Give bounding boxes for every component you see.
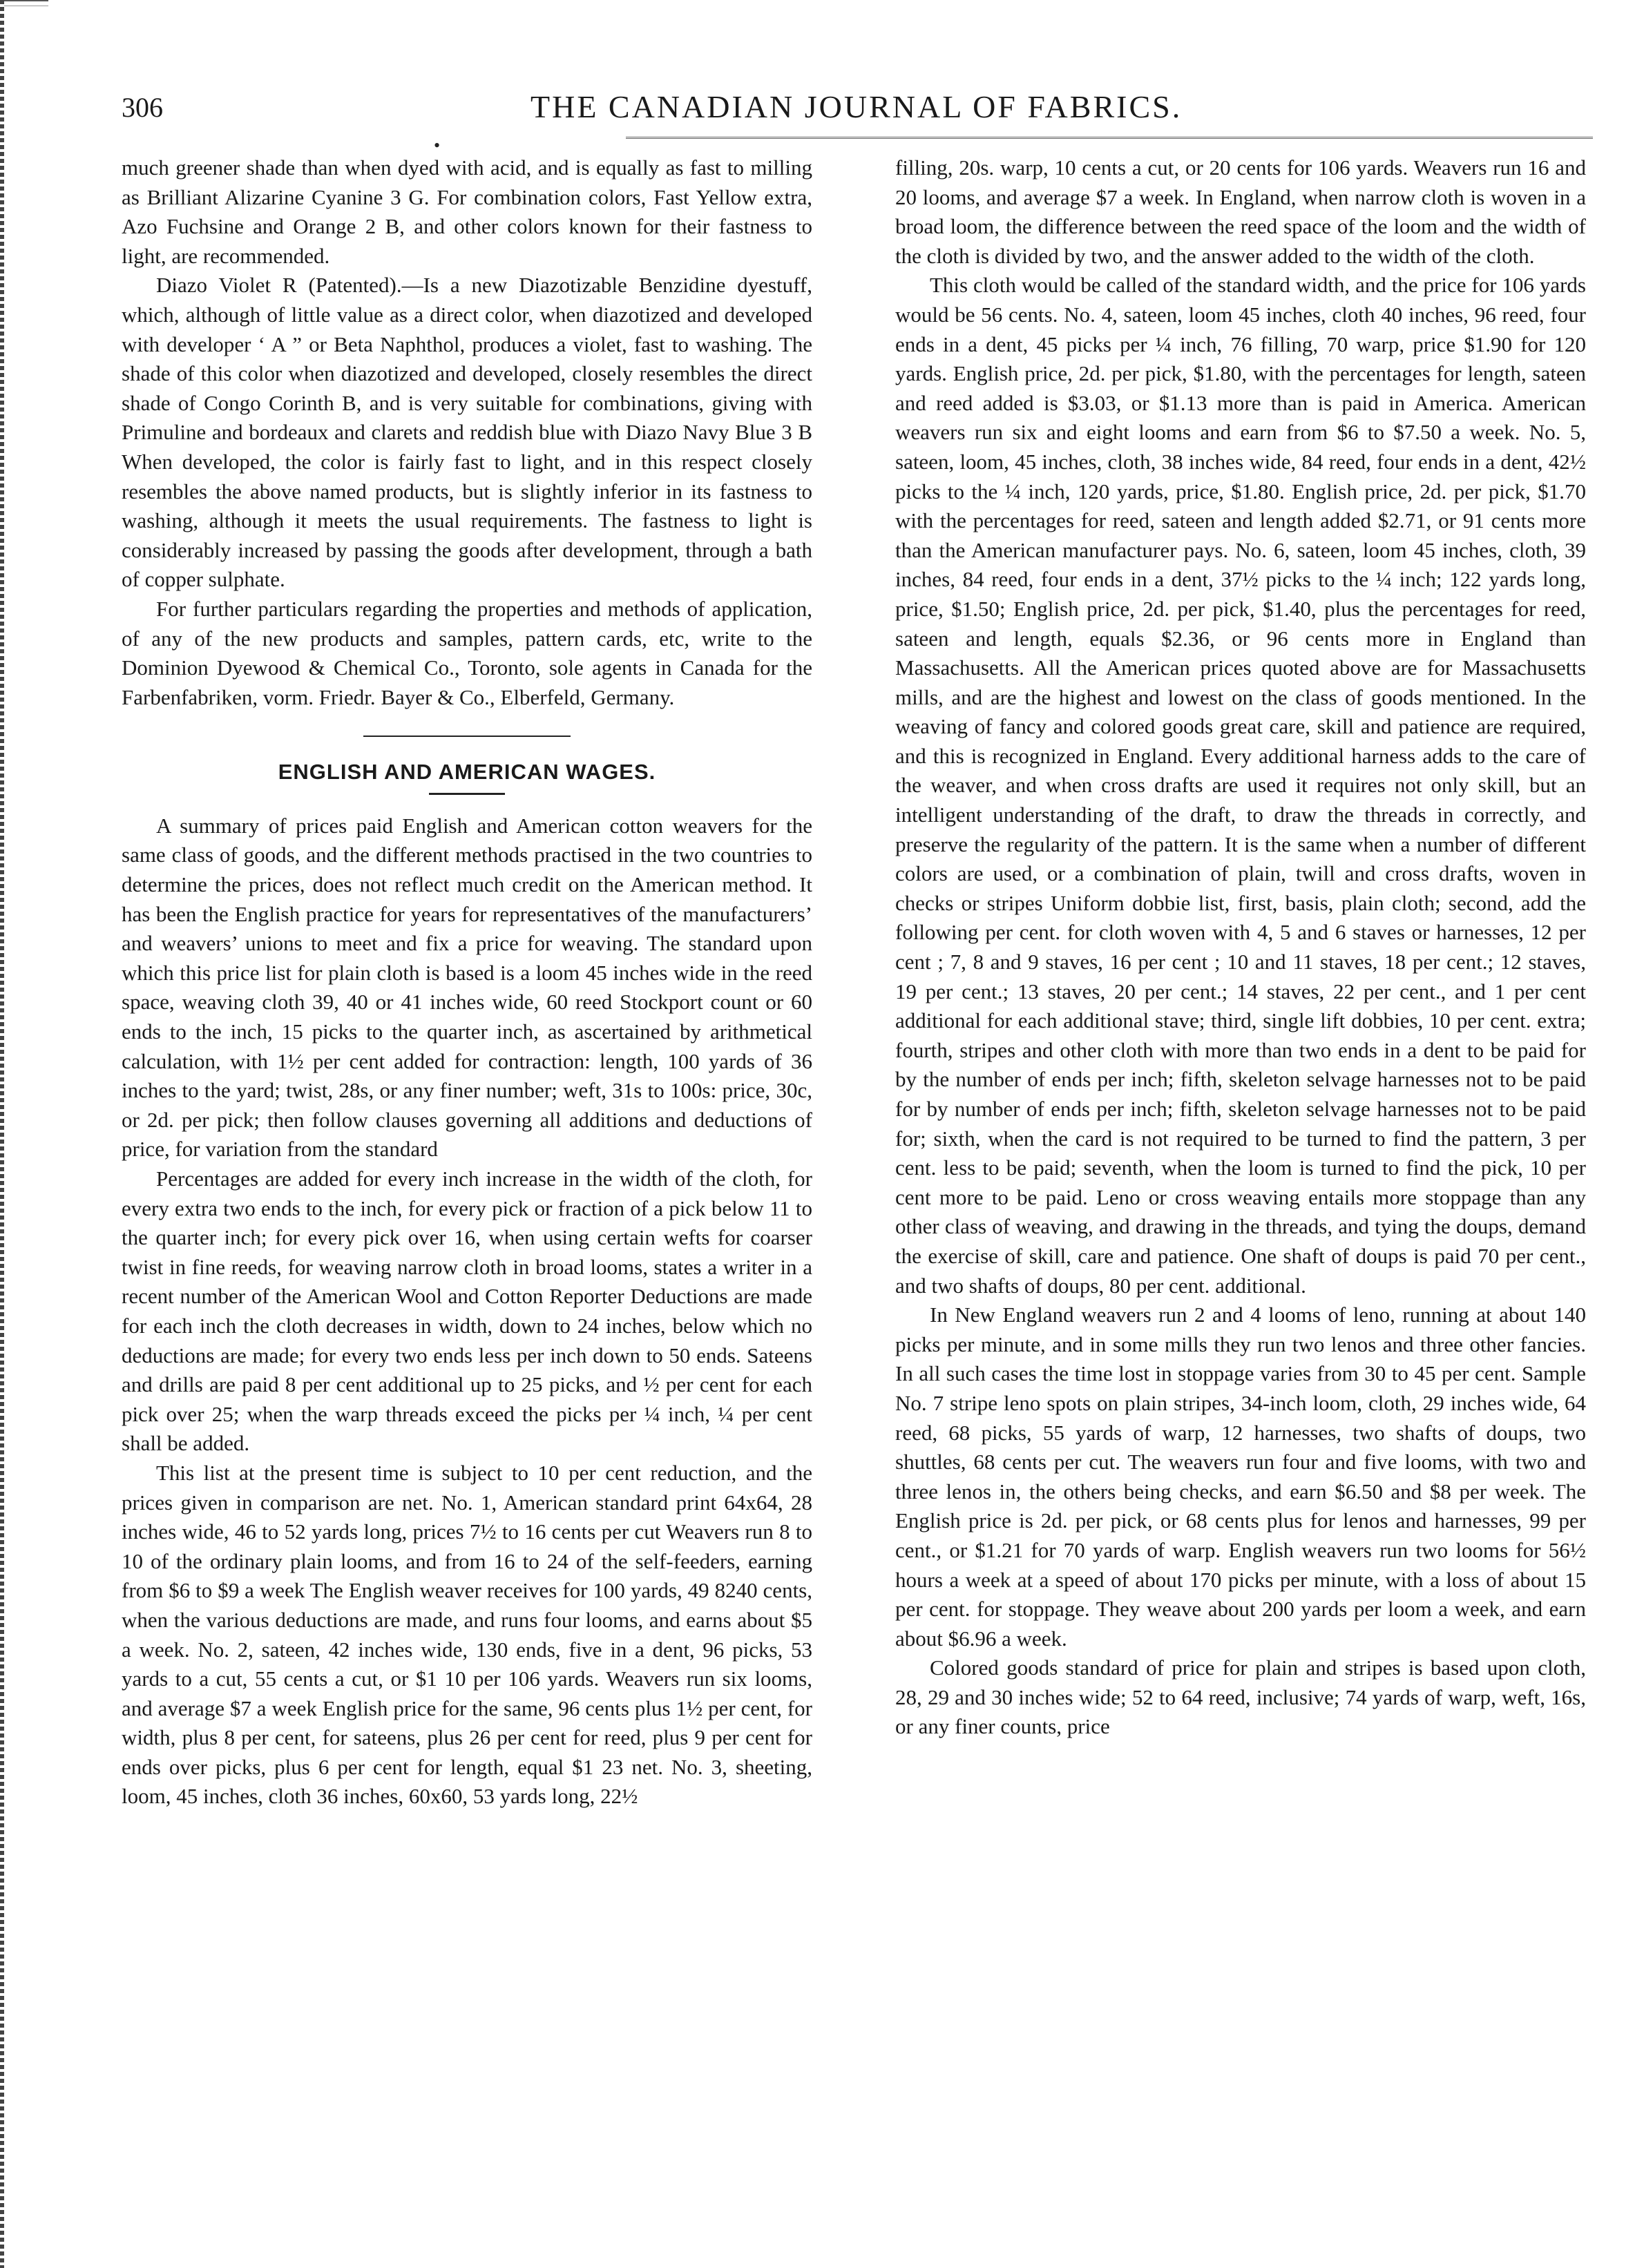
header-ornament: • xyxy=(434,135,441,155)
header-rule xyxy=(626,137,1593,139)
page-header xyxy=(122,83,1593,155)
section-divider xyxy=(363,736,571,737)
article-heading: ENGLISH AND AMERICAN WAGES. xyxy=(278,760,656,785)
paragraph: Diazo Violet R (Patented).—Is a new Diazotizable Benzidine dyestuff, which, although of little value as a direct color, when diazotized and developed with developer ‘ A ” or Beta Naphthol, produces a violet, fast to washing. The shade of this color when diazotized and developed, closely resembles the direct shade of Congo Corinth B, and is very suitable for combinations, giving with Primuline and bordeaux and clarets and reddish blue with Diazo Navy Blue 3 B When developed, the color is fairly fast to light, and in this respect closely resembles the above named products, but is slightly inferior in its fastness to washing, although it meets the usual requirements. The fastness to light is considerably increased by passing the goods after development, through a bath of copper sulphate. xyxy=(122,273,812,592)
paragraph: Percentages are added for every inch increase in the width of the cloth, for every extra two ends to the inch, for every pick or fraction of a pick below 11 to the quarter inch; for every pick over 16, when using certain wefts for coarser twist in fine reeds, for weaving narrow cloth in broad looms, states a writer in a recent number of the American Wool and Cotton Reporter Deductions are made for each inch the cloth decreases in width, down to 24 inches, below which no deductions are made; for every two ends less per inch down to 50 ends. Sateens and drills are paid 8 per cent additional up to 25 picks, and ½ per cent for each pick over 25; when the warp threads exceed the picks per ¼ inch, ¼ per cent shall be added. xyxy=(122,1166,812,1456)
right-column xyxy=(895,153,1586,1742)
page-corner-mark xyxy=(0,0,48,6)
page-binding-edge xyxy=(0,0,4,2268)
paragraph: This cloth would be called of the standard width, and the price for 106 yards would be 56 cents. No. 4, sateen, loom 45 inches, cloth 40 inches, 96 reed, four ends in a dent, 45 picks per ¼ inch, 76 filling, 70 warp, price $1.90 for 120 yards. English price, 2d. per pick, $1.80, with the percentages for length, sateen and reed added is $3.03, or $1.13 more than is paid in America. American weavers run six and eight looms and earn from $6 to $7.50 a week. No. 5, sateen, loom, 45 inches, cloth, 38 inches wide, 84 reed, four ends in a dent, 42½ picks to the ¼ inch, 120 yards, price, $1.80. English price, 2d. per pick, $1.70 with the percentages for reed, sateen and length added $2.71, or 91 cents more than the American manufacturer pays. No. 6, sateen, loom 45 inches, cloth, 39 inches, 84 reed, four ends in a dent, 37½ picks to the ¼ inch; 122 yards long, price, $1.50; English price, 2d. per pick, $1.40, plus the percentages for reed, sateen and length, equals $2.36, or 96 cents more in England than Massachusetts. All the American prices quoted above are for Massachusetts mills, and are the highest and lowest on the class of goods mentioned. In the weaving of fancy and colored goods great care, skill and patience are required, and this is recognized in England. Every additional harness adds to the care of the weaver, and when cross drafts are used it requires not only skill, but an intelligent understanding of the draft, to draw the threads in correctly, and preserve the regularity of the pattern. It is the same when a number of different colors are used, or a combination of plain, twill and cross drafts, woven in checks or stripes Uniform dobbie list, first, basis, plain cloth; second, add the following per cent. for cloth woven with 4, 5 and 6 staves or harnesses, 12 per cent ; 7, 8 and 9 staves, 16 per cent ; 10 and 11 staves, 18 per cent.; 12 staves, 19 per cent.; 13 staves, 20 per cent.; 14 staves, 22 per cent., and 1 per cent additional for each additional stave; third, single lift dobbies, 10 per cent. extra; fourth, stripes and other cloth with more than two ends in a dent to be paid for by the number of ends per inch; fifth, skeleton selvage harnesses not to be paid for by number of ends per inch; fifth, skeleton selvage harnesses not to be paid for; sixth, when the card is not required to be turned to find the pattern, 3 per cent. less to be paid; seventh, when the loom is turned to find the pick, 10 per cent more to be paid. Leno or cross weaving entails more stoppage than any other class of weaving, and drawing in the threads, and tying the doups, demand the exercise of skill, care and patience. One shaft of doups is paid 70 per cent., and two shafts of doups, 80 per cent. additional. xyxy=(895,273,1586,1298)
paragraph: much greener shade than when dyed with acid, and is equally as fast to milling as Brilliant Alizarine Cyanine 3 G. For combination colors, Fast Yellow extra, Azo Fuchsine and Orange 2 B, and other colors known for their fastness to light, are recommended. xyxy=(122,155,812,268)
paragraph: This list at the present time is subject to 10 per cent reduction, and the prices given in comparison are net. No. 1, American standard print 64x64, 28 inches wide, 46 to 52 yards long, prices 7½ to 16 cents per cut Weavers run 8 to 10 of the ordinary plain looms, and from 16 to 24 of the self-feeders, earning from $6 to $9 a week The English weaver receives for 100 yards, 49 8240 cents, when the various deductions are made, and runs four looms, and earns about $5 a week. No. 2, sateen, 42 inches wide, 130 ends, five in a dent, 96 picks, 53 yards to a cut, 55 cents a cut, or $1 10 per 106 yards. Weavers run six looms, and average $7 a week English price for the same, 96 cents plus 1½ per cent, for width, plus 8 per cent, for sateens, plus 26 per cent for reed, plus 9 per cent for ends over picks, plus 6 per cent for length, equal $1 23 net. No. 3, sheeting, loom, 45 inches, cloth 36 inches, 60x60, 53 yards long, 22½ xyxy=(122,1460,812,1809)
paragraph: Colored goods standard of price for plain and stripes is based upon cloth, 28, 29 and 30 inches wide; 52 to 64 reed, inclusive; 74 yards of warp, weft, 16s, or any finer counts, price xyxy=(895,1655,1586,1739)
journal-title: THE CANADIAN JOURNAL OF FABRICS. xyxy=(531,89,1183,124)
left-column xyxy=(122,153,812,1811)
paragraph: In New England weavers run 2 and 4 looms of leno, running at about 140 picks per minute, and in some mills they run two lenos and three other fancies. In all such cases the time lost in stoppage varies from 30 to 45 per cent. Sample No. 7 stripe leno spots on plain stripes, 34-inch loom, cloth, 29 inches wide, 64 reed, 68 picks, 55 yards of warp, 12 harnesses, two shafts of doups, two shuttles, 68 cents per cut. The weavers run four and five looms, with two and three lenos in, the others being checks, and earn $6.50 and $8 per week. The English price is 2d. per pick, or 68 cents plus for lenos and harnesses, 99 per cent., or $1.21 for 70 yards of warp. English weavers run two looms for 56½ hours a week at a speed of about 170 picks per minute, with a loss of about 15 per cent. for stoppage. They weave about 200 yards per loom a week, and earn about $6.96 a week. xyxy=(895,1303,1586,1651)
page-number: 306 xyxy=(122,92,163,123)
heading-rule xyxy=(429,793,505,795)
paragraph: filling, 20s. warp, 10 cents a cut, or 20 cents for 106 yards. Weavers run 16 and 20 looms, and average $7 a week. In England, when narrow cloth is woven in a broad loom, the difference between the reed space of the loom and the width of the cloth is divided by two, and the answer added to the width of the cloth. xyxy=(895,155,1586,268)
paragraph: For further particulars regarding the properties and methods of application, of any of the new products and samples, pattern cards, etc, write to the Dominion Dyewood & Chemical Co., Toronto, sole agents in Canada for the Farbenfabriken, vorm. Friedr. Bayer & Co., Elberfeld, Germany. xyxy=(122,596,812,709)
paragraph: A summary of prices paid English and American cotton weavers for the same class of goods, and the different methods practised in the two countries to determine the prices, does not reflect much credit on the American method. It has been the English practice for years for representatives of the manufacturers’ and weavers’ unions to meet and fix a price for weaving. The standard upon which this price list for plain cloth is based is a loom 45 inches wide in the reed space, weaving cloth 39, 40 or 41 inches wide, 60 reed Stockport count or 60 ends to the inch, 15 picks to the quarter inch, as ascertained by arithmetical calculation, with 1½ per cent added for contraction: length, 100 yards of 36 inches to the yard; twist, 28s, or any finer number; weft, 31s to 100s: price, 30c, or 2d. per pick; then follow clauses governing all additions and deductions of price, for variation from the standard xyxy=(122,813,812,1162)
